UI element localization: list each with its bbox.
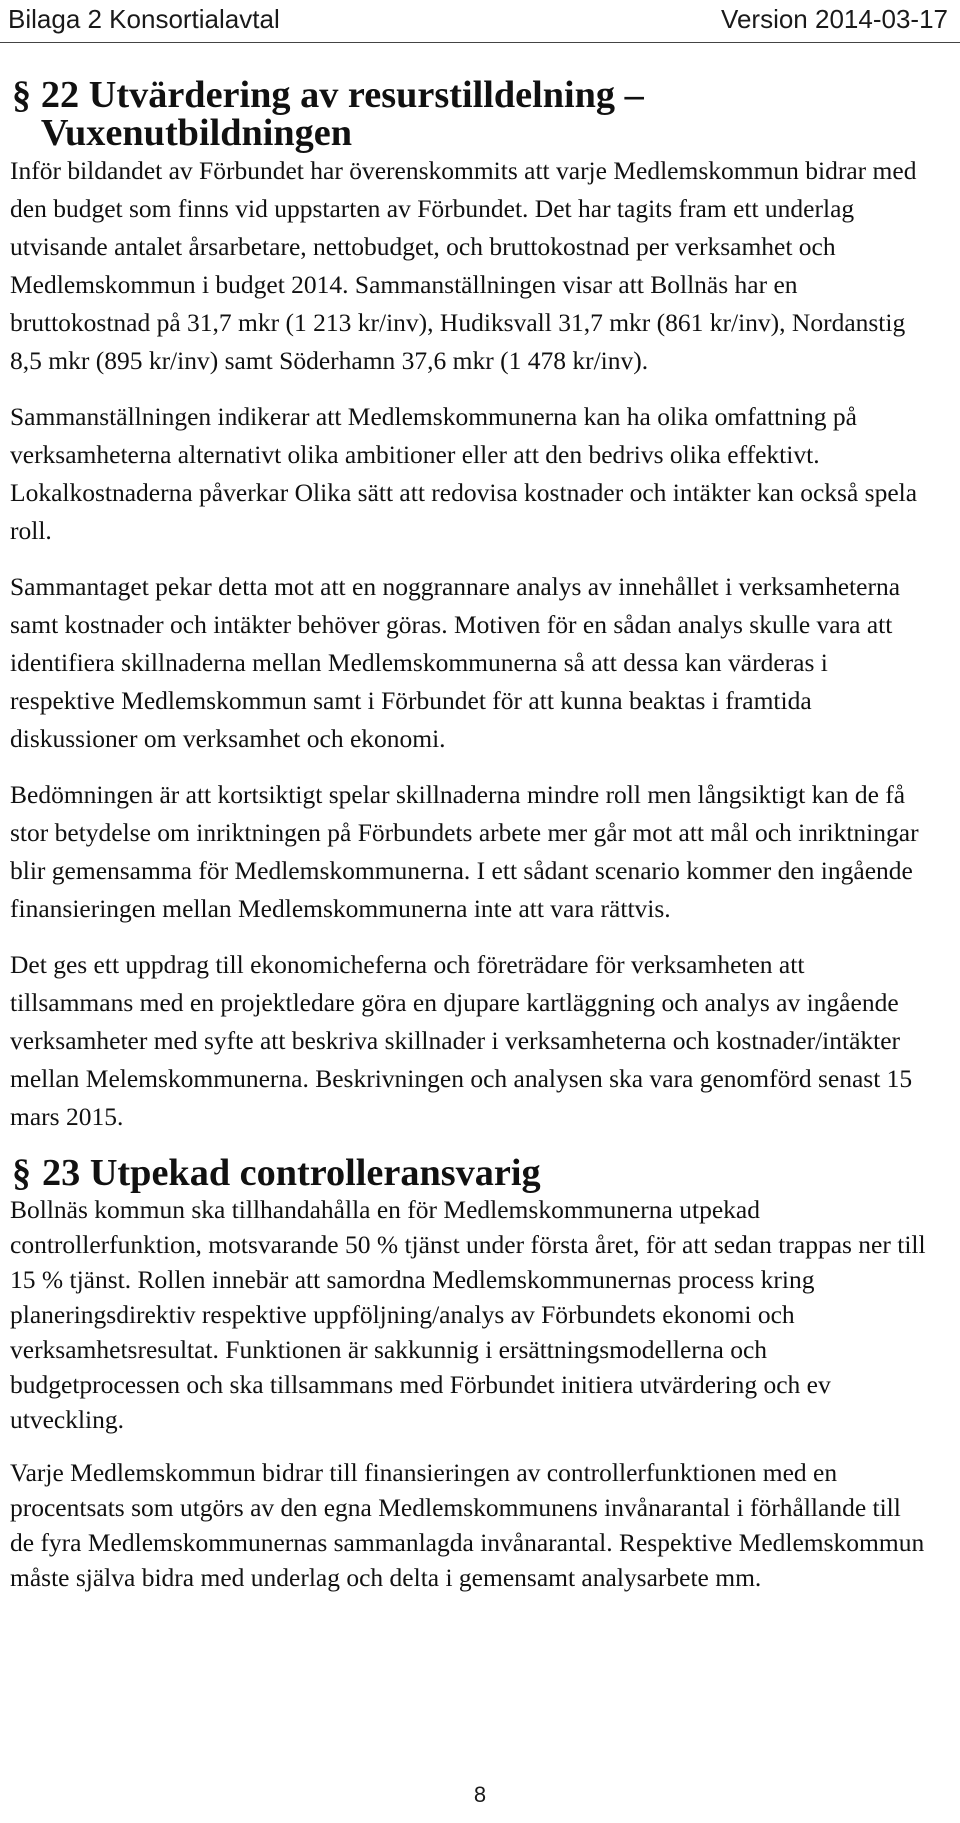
section-heading — [10, 76, 930, 152]
section-23 — [10, 1154, 930, 1595]
paragraph: Sammanställningen indikerar att Medlemskommunerna kan ha olika omfattning på verksamheterna alternativt olika ambitioner eller att den bedrivs olika effektivt. Lokalkostnaderna påverkar Olika sätt att redovisa kostnader och intäkter kan också spela roll. — [10, 402, 918, 545]
section-title: 22 Utvärdering av resurstilldelning – Vuxenutbildningen — [40, 74, 644, 154]
document-body — [10, 76, 930, 1613]
header-version: Version 2014-03-17 — [721, 3, 948, 34]
section-heading — [10, 1154, 930, 1192]
page-number: 8 — [473, 1782, 487, 1807]
paragraph: Bollnäs kommun ska tillhandahålla en för Medlemskommunerna utpekad controllerfunktion, motsvarande 50 % tjänst under första året, för att sedan trappas ner till 15 % tjänst. Rollen innebär att samordna Medlemskommunernas process kring planeringsdirektiv respektive uppföljning/analys av Förbundets ekonomi och verksamhetsresultat. Funktionen är sakkunnig i ersättningsmodellerna och budgetprocessen och ska tillsammans med Förbundet initiera utvärdering och ev utveckling. — [10, 1195, 926, 1434]
paragraph: Sammantaget pekar detta mot att en noggrannare analys av innehållet i verksamheterna samt kostnader och intäkter behöver göras. Motiven för en sådan analys skulle vara att identifiera skillnaderna mellan Medlemskommunerna så att dessa kan värderas i respektive Medlemskommun samt i Förbundet för att kunna beaktas i framtida diskussioner om verksamhet och ekonomi. — [10, 572, 901, 753]
paragraph: Det ges ett uppdrag till ekonomicheferna och företrädare för verksamheten att tillsammans med en projektledare göra en djupare kartläggning och analys av ingående verksamheter med syfte att beskriva skillnader i verksamheterna och kostnader/intäkter mellan Melemskommunerna. Beskrivningen och analysen ska vara genomförd senast 15 mars 2015. — [10, 950, 913, 1131]
page-header — [8, 2, 948, 36]
section-title: 23 Utpekad controlleransvarig — [42, 1152, 541, 1194]
paragraph: Varje Medlemskommun bidrar till finansieringen av controllerfunktionen med en procentsats som utgörs av den egna Medlemskommunens invånarantal i förhållande till de fyra Medlemskommunernas sammanlagda invånarantal. Respektive Medlemskommun måste själva bidra med underlag och delta i gemensamt analysarbete mm. — [10, 1458, 925, 1592]
section-sign: § — [12, 1152, 32, 1194]
section-22 — [10, 76, 930, 1136]
section-sign: § — [12, 74, 32, 116]
header-divider — [0, 42, 960, 43]
paragraph: Bedömningen är att kortsiktigt spelar skillnaderna mindre roll men långsiktigt kan de få stor betydelse om inriktningen på Förbundets arbete mer går mot att mål och inriktningar blir gemensamma för Medlemskommunerna. I ett sådant scenario kommer den ingående finansieringen mellan Medlemskommunerna inte att vara rättvis. — [10, 780, 919, 923]
paragraph: Inför bildandet av Förbundet har överenskommits att varje Medlemskommun bidrar med den budget som finns vid uppstarten av Förbundet. Det har tagits fram ett underlag utvisande antalet årsarbetare, nettobudget, och bruttokostnad per verksamhet och Medlemskommun i budget 2014. Sammanställningen visar att Bollnäs har en bruttokostnad på 31,7 mkr (1 213 kr/inv), Hudiksvall 31,7 mkr (861 kr/inv), Nordanstig 8,5 mkr (895 kr/inv) samt Söderhamn 37,6 mkr (1 478 kr/inv). — [10, 156, 917, 375]
header-document-title: Bilaga 2 Konsortialavtal — [8, 3, 280, 34]
